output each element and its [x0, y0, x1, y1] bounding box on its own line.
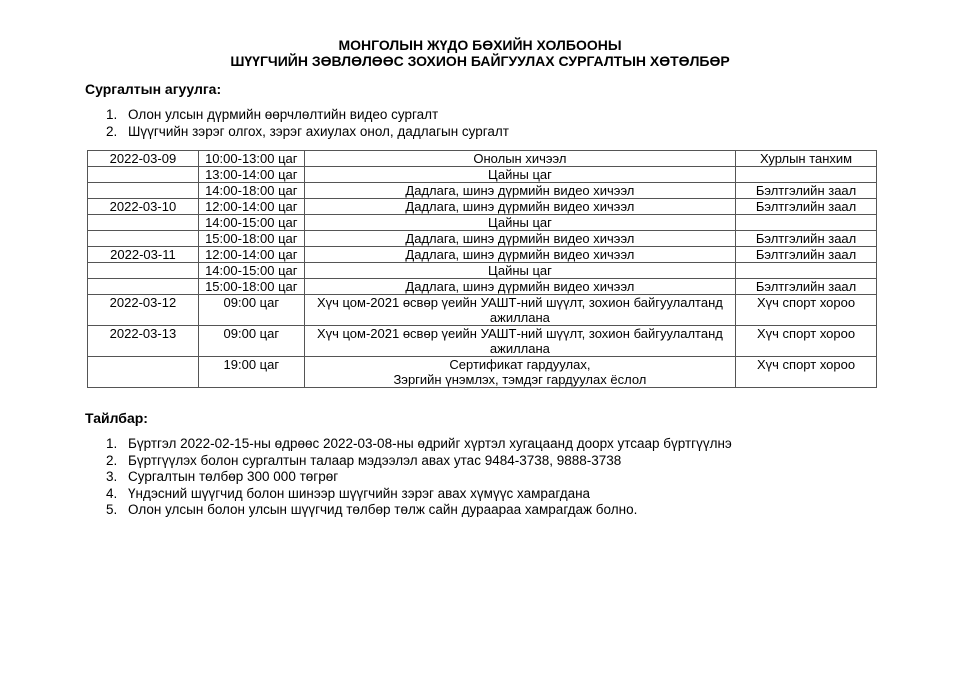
schedule-place-cell [736, 167, 877, 183]
notes-list [85, 436, 732, 519]
table-row [88, 247, 877, 263]
list-text: Олон улсын болон улсын шүүгчид төлбөр төлж сайн дураараа хамрагдаж болно. [128, 502, 638, 517]
schedule-time-cell: 19:00 цаг [198, 357, 304, 388]
schedule-place-cell: Бэлтгэлийн заал [736, 279, 877, 295]
schedule-activity-cell: Сертификат гардуулах, Зэргийн үнэмлэх, тэмдэг гардуулах ёслол [304, 357, 735, 388]
schedule-date-cell [88, 167, 199, 183]
notes-heading: Тайлбар: [85, 410, 148, 426]
table-row [88, 199, 877, 215]
list-text: Сургалтын төлбөр 300 000 төгрөг [128, 469, 339, 484]
content-list [85, 107, 509, 140]
schedule-activity-cell: Дадлага, шинэ дүрмийн видео хичээл [304, 199, 735, 215]
schedule-activity-cell: Хүч цом-2021 өсвөр үеийн УАШТ-ний шүүлт, зохион байгуулалтанд ажиллана [304, 326, 735, 357]
list-number: 2. [106, 452, 118, 468]
list-text: Бүртгэл 2022-02-15-ны өдрөөс 2022-03-08-ны өдрийг хүртэл хугацаанд доорх утсаар бүртгүүлнэ [128, 436, 732, 451]
document-title-line2: ШҮҮГЧИЙН ЗӨВЛӨЛӨӨС ЗОХИОН БАЙГУУЛАХ СУРГАЛТЫН ХӨТӨЛБӨР [230, 53, 730, 69]
schedule-activity-cell: Дадлага, шинэ дүрмийн видео хичээл [304, 231, 735, 247]
schedule-activity-cell: Хүч цом-2021 өсвөр үеийн УАШТ-ний шүүлт, зохион байгуулалтанд ажиллана [304, 295, 735, 326]
list-text: Үндэсний шүүгчид болон шинээр шүүгчийн зэрэг авах хүмүүс хамрагдана [128, 485, 591, 501]
list-item [85, 436, 732, 453]
list-number: 2. [106, 123, 118, 139]
list-item [85, 453, 732, 470]
schedule-activity-cell: Дадлага, шинэ дүрмийн видео хичээл [304, 247, 735, 263]
schedule-time-cell: 14:00-18:00 цаг [198, 183, 304, 199]
schedule-place-cell: Хүч спорт хороо [736, 357, 877, 388]
schedule-date-cell [88, 215, 199, 231]
table-row [88, 231, 877, 247]
schedule-place-cell: Бэлтгэлийн заал [736, 247, 877, 263]
list-item [85, 469, 732, 486]
list-number: 1. [106, 107, 118, 122]
schedule-date-cell: 2022-03-12 [88, 295, 199, 326]
table-row [88, 263, 877, 279]
schedule-place-cell: Хүч спорт хороо [736, 295, 877, 326]
document-title-line1: МОНГОЛЫН ЖҮДО БӨХИЙН ХОЛБООНЫ [338, 37, 622, 53]
schedule-date-cell: 2022-03-09 [88, 151, 199, 167]
list-text: Шүүгчийн зэрэг олгох, зэрэг ахиулах онол, дадлагын сургалт [128, 123, 509, 139]
schedule-table [87, 150, 877, 388]
schedule-time-cell: 12:00-14:00 цаг [198, 199, 304, 215]
list-number: 1. [106, 436, 118, 451]
schedule-date-cell [88, 183, 199, 199]
schedule-activity-cell: Дадлага, шинэ дүрмийн видео хичээл [304, 279, 735, 295]
schedule-date-cell: 2022-03-13 [88, 326, 199, 357]
content-heading: Сургалтын агуулга: [85, 81, 222, 97]
list-text: Олон улсын дүрмийн өөрчлөлтийн видео сургалт [128, 107, 439, 122]
schedule-activity-cell: Дадлага, шинэ дүрмийн видео хичээл [304, 183, 735, 199]
schedule-time-cell: 13:00-14:00 цаг [198, 167, 304, 183]
schedule-time-cell: 09:00 цаг [198, 295, 304, 326]
schedule-date-cell: 2022-03-11 [88, 247, 199, 263]
list-number: 4. [106, 485, 118, 501]
schedule-time-cell: 15:00-18:00 цаг [198, 231, 304, 247]
schedule-time-cell: 10:00-13:00 цаг [198, 151, 304, 167]
schedule-time-cell: 15:00-18:00 цаг [198, 279, 304, 295]
schedule-date-cell [88, 263, 199, 279]
schedule-place-cell: Бэлтгэлийн заал [736, 183, 877, 199]
schedule-place-cell [736, 215, 877, 231]
list-item [85, 502, 732, 519]
schedule-activity-cell: Цайны цаг [304, 167, 735, 183]
list-item [85, 107, 509, 124]
table-row [88, 295, 877, 326]
table-row [88, 279, 877, 295]
schedule-time-cell: 09:00 цаг [198, 326, 304, 357]
table-row [88, 167, 877, 183]
schedule-time-cell: 12:00-14:00 цаг [198, 247, 304, 263]
table-row [88, 326, 877, 357]
list-item [85, 486, 732, 503]
schedule-date-cell [88, 357, 199, 388]
list-text: Бүртгүүлэх болон сургалтын талаар мэдээлэл авах утас 9484-3738, 9888-3738 [128, 452, 622, 468]
list-item [85, 124, 509, 141]
schedule-place-cell: Хурлын танхим [736, 151, 877, 167]
schedule-date-cell [88, 231, 199, 247]
schedule-activity-cell: Онолын хичээл [304, 151, 735, 167]
schedule-time-cell: 14:00-15:00 цаг [198, 215, 304, 231]
schedule-place-cell: Бэлтгэлийн заал [736, 231, 877, 247]
schedule-date-cell [88, 279, 199, 295]
schedule-place-cell: Хүч спорт хороо [736, 326, 877, 357]
schedule-time-cell: 14:00-15:00 цаг [198, 263, 304, 279]
schedule-activity-cell: Цайны цаг [304, 263, 735, 279]
table-row [88, 215, 877, 231]
schedule-place-cell: Бэлтгэлийн заал [736, 199, 877, 215]
schedule-date-cell: 2022-03-10 [88, 199, 199, 215]
list-number: 5. [106, 502, 118, 517]
table-row [88, 357, 877, 388]
table-row [88, 151, 877, 167]
schedule-activity-cell: Цайны цаг [304, 215, 735, 231]
table-row [88, 183, 877, 199]
schedule-place-cell [736, 263, 877, 279]
list-number: 3. [106, 469, 118, 484]
